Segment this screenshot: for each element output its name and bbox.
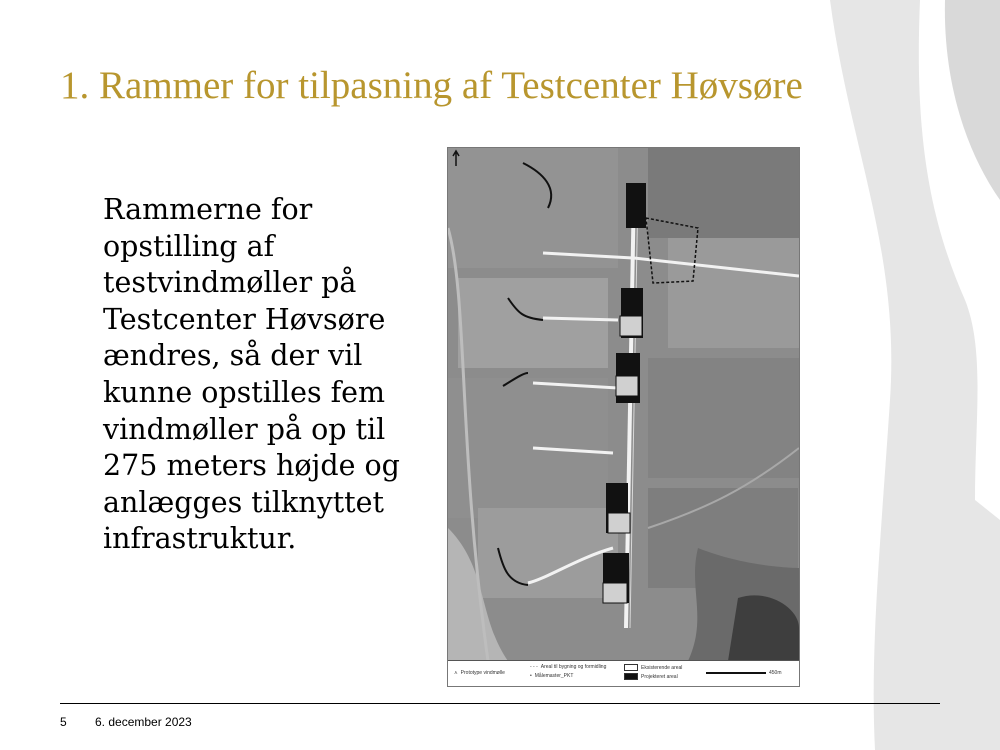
page-number: 5 bbox=[60, 715, 67, 729]
footer-date: 6. december 2023 bbox=[95, 715, 192, 729]
body-line: infrastruktur. bbox=[103, 522, 297, 556]
body-line: Rammerne for bbox=[103, 193, 313, 226]
site-map bbox=[447, 147, 800, 687]
aerial-photo bbox=[448, 148, 799, 661]
body-line: opstilling af bbox=[103, 229, 275, 263]
turbine-icon: ⋏ bbox=[454, 670, 458, 676]
dot-icon: • bbox=[530, 673, 532, 679]
dashed-line-icon: - - - bbox=[530, 664, 538, 670]
legend-item: - - - Areal til bygning og formidling bbox=[530, 664, 607, 670]
legend-item: Eksisterende areal bbox=[624, 664, 682, 671]
body-line: 275 meters højde og bbox=[103, 449, 400, 483]
scale-bar-line-icon bbox=[706, 672, 766, 674]
map-legend bbox=[448, 660, 799, 686]
existing-area-swatch-icon bbox=[624, 664, 638, 671]
body-line: ændres, så der vil bbox=[103, 339, 363, 373]
scale-bar: 450m bbox=[706, 670, 782, 676]
body-line: kunne opstilles fem bbox=[103, 375, 386, 409]
body-line: anlægges tilknyttet bbox=[103, 485, 384, 519]
body-text bbox=[103, 192, 423, 558]
body-line: vindmøller på op til bbox=[103, 412, 386, 446]
footer-divider bbox=[60, 703, 940, 704]
body-line: testvindmøller på bbox=[103, 266, 357, 300]
slide-title: 1. Rammer for tilpasning af Testcenter Høvsøre bbox=[60, 64, 803, 107]
body-line: Testcenter Høvsøre bbox=[103, 302, 386, 336]
decorative-background-shape bbox=[825, 0, 1000, 750]
legend-item: Projekteret areal bbox=[624, 673, 678, 680]
legend-item: ⋏ Prototype vindmølle bbox=[454, 670, 505, 676]
projected-area-swatch-icon bbox=[624, 673, 638, 680]
legend-item: • Målemaster_PKT bbox=[530, 673, 574, 679]
